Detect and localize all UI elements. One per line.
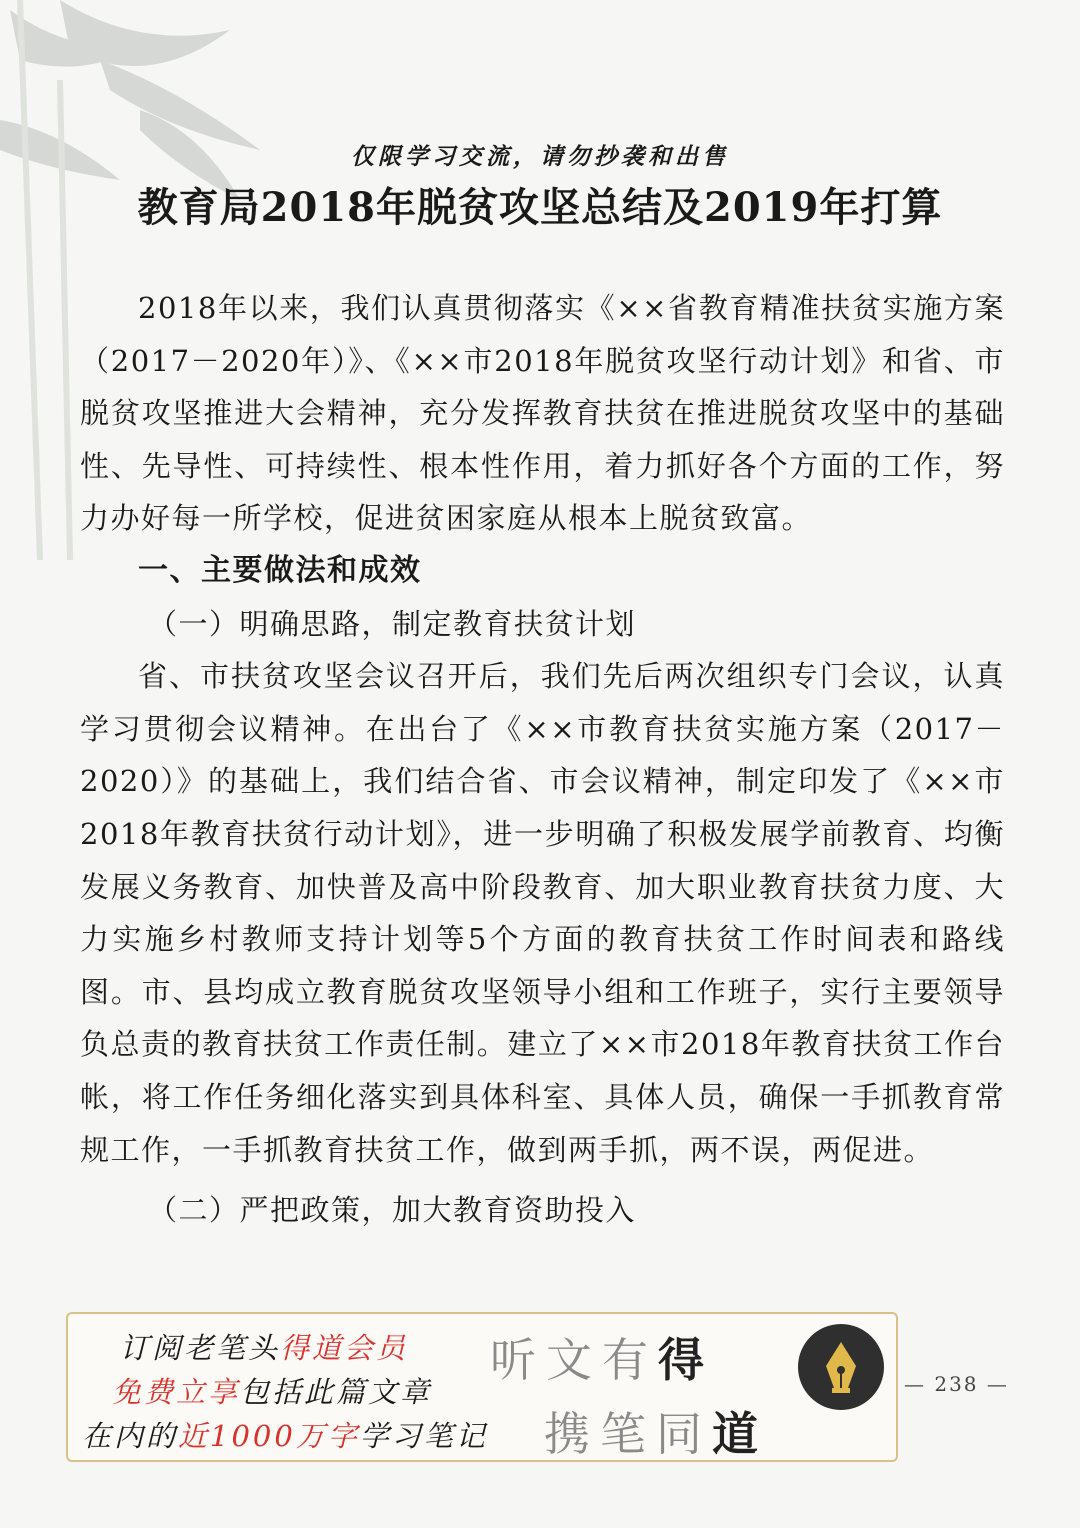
banner-slogan-text: 得 bbox=[658, 1333, 714, 1387]
subsection-heading: （一）明确思路，制定教育扶贫计划 bbox=[148, 606, 637, 641]
banner-slogan-text: 携笔同 bbox=[544, 1407, 712, 1461]
usage-notice: 仅限学习交流，请勿抄袭和出售 bbox=[351, 143, 729, 170]
banner-highlight: 得道会员 bbox=[280, 1331, 409, 1365]
banner-slogan bbox=[490, 1324, 714, 1390]
membership-banner[interactable] bbox=[66, 1312, 898, 1462]
banner-highlight: 近1000万字 bbox=[178, 1419, 360, 1453]
banner-line bbox=[112, 1370, 432, 1411]
subsection-heading: （二）严把政策，加大教育资助投入 bbox=[148, 1193, 637, 1228]
intro-paragraph: 2018年以来，我们认真贯彻落实《××省教育精准扶贫实施方案（2017－2020年）》、《××市2018年脱贫攻坚行动计划》和省、市脱贫攻坚推进大会精神，充分发挥教育扶贫在推进脱贫攻坚中的基础性、先导性、可持续性、根本性作用，着力抓好各个方面的工作，努力办好每一所学校，促进贫困家庭从根本上脱贫致富。 bbox=[80, 291, 1005, 536]
banner-slogan bbox=[544, 1398, 768, 1464]
banner-highlight: 免费立享 bbox=[112, 1375, 241, 1409]
body-paragraph: 省、市扶贫攻坚会议召开后，我们先后两次组织专门会议，认真学习贯彻会议精神。在出台了《××市教育扶贫实施方案（2017－2020）》的基础上，我们结合省、市会议精神，制定印发了《××市2018年教育扶贫行动计划》，进一步明确了积极发展学前教育、均衡发展义务教育、加快普及高中阶段教育、加大职业教育扶贫力度、大力实施乡村教师支持计划等5个方面的教育扶贫工作时间表和路线图。市、县均成立教育脱贫攻坚领导小组和工作班子，实行主要领导负总责的教育扶贫工作责任制。建立了××市2018年教育扶贫工作台帐，将工作任务细化落实到具体科室、具体人员，确保一手抓教育常规工作，一手抓教育扶贫工作，做到两手抓，两不误，两促进。 bbox=[80, 659, 1005, 1167]
page-number: — 238 — bbox=[904, 1372, 1009, 1396]
banner-slogan-text: 道 bbox=[712, 1407, 768, 1461]
banner-text: 在内的 bbox=[82, 1419, 179, 1453]
banner-text: 包括此篇文章 bbox=[240, 1375, 433, 1409]
banner-slogan-text: 听文有 bbox=[490, 1333, 658, 1387]
pen-nib-logo-icon bbox=[798, 1324, 884, 1410]
banner-text: 学习笔记 bbox=[359, 1419, 488, 1453]
banner-text: 订阅老笔头 bbox=[120, 1331, 281, 1365]
paragraph-gap bbox=[80, 1176, 1005, 1184]
banner-line bbox=[120, 1326, 408, 1367]
banner-line bbox=[82, 1414, 488, 1455]
section-heading: 一、主要做法和成效 bbox=[138, 552, 422, 588]
document-body bbox=[80, 282, 1005, 1237]
page-title: 教育局2018年脱贫攻坚总结及2019年打算 bbox=[137, 184, 943, 231]
